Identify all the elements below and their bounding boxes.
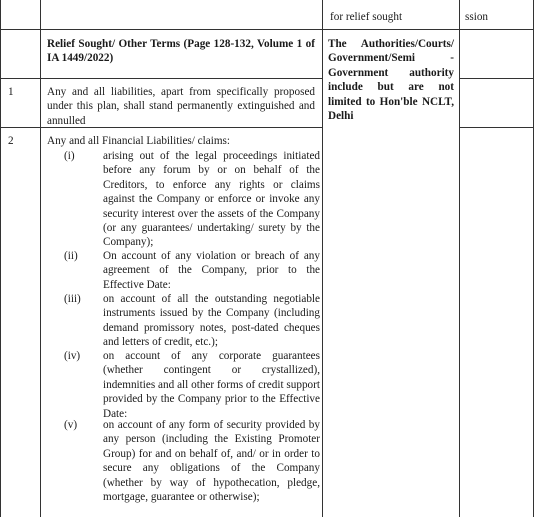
- sub-item-number: (iii): [64, 293, 81, 305]
- sub-item-text: arising out of the legal proceedings initiated before any forum by or on behalf of the Creditors, to enforce any rights or claims against the Company or enforce or invoke any security interest over the assets of the Company (or any guarantees/ undertaking/ surety by the Company);: [103, 150, 320, 249]
- heading-row-bottom: [0, 78, 322, 79]
- relief-sought-heading: Relief Sought/ Other Terms (Page 128-132, Volume 1 of IA 1449/2022): [47, 38, 315, 65]
- column-divider-2: [322, 0, 323, 517]
- row-text: Any and all liabilities, apart from specifically proposed under this plan, shall stand permanently extinguished and annulled: [47, 86, 315, 127]
- sub-item-number: (iv): [64, 350, 81, 362]
- header-col-relief: for relief sought: [330, 11, 403, 23]
- header-row-bottom: [0, 29, 534, 30]
- sub-item-text: On account of any violation or breach of any agreement of the Company, prior to the Effective Date:: [103, 250, 320, 291]
- row-1-bottom-right: [459, 127, 534, 128]
- authorities-cell: The Authorities/Courts/ Government/Semi - Government authority include but are not limited to Hon'ble NCLT, Delhi: [328, 38, 454, 123]
- sub-item-number: (ii): [64, 250, 78, 262]
- heading-row-bottom-right: [459, 78, 534, 79]
- header-col-partial: ssion: [465, 11, 489, 23]
- sub-item-number: (i): [64, 150, 75, 162]
- sub-item-number: (v): [64, 419, 78, 431]
- row-number: 2: [8, 135, 14, 147]
- sub-item-text: on account of any corporate guarantees (whether contingent or crystallized), indemnities and all other forms of credit support provided by the Company prior to the Effective Date:: [103, 350, 320, 420]
- row-text: Any and all Financial Liabilities/ claims:: [47, 135, 230, 147]
- sub-item-text: on account of all the outstanding negotiable instruments issued by the Company (including demand promissory notes, post-dated cheques and letters of credit, etc.);: [103, 293, 320, 349]
- sub-item-text: on account of any form of security provided by any person (including the Existing Promoter Group) for and on behalf of, and/ or in order to secure any obligations of the Company (whether by way of hypothecation, pledge, mortgage, guarantee or otherwise);: [103, 419, 320, 504]
- row-number: 1: [8, 86, 14, 98]
